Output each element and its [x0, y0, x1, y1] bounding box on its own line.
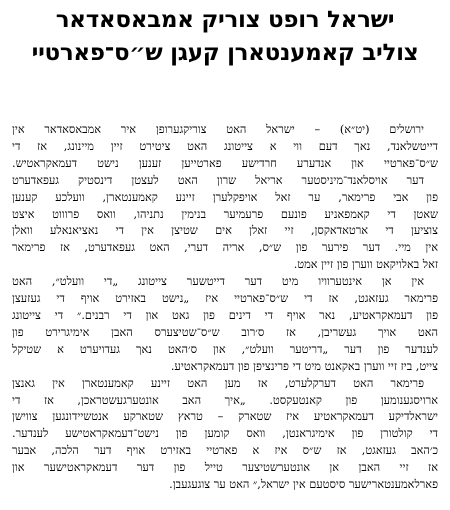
paragraph-1	[12, 122, 438, 274]
text-line: ש״ס־פארטיי און אנדערע חרדישע פארטייען זענען נישט דעמאקראטיש.	[12, 156, 438, 170]
paragraph-2	[12, 274, 438, 375]
text-line: פון אבי פרימאר, ער זאל אויפקלערן זיינע קאמענטארן, וועלכע קענען	[12, 190, 438, 204]
text-line: ירושלים (יט״א) – ישראל האט צוריקגערופן איר אמבאסאדאר אין	[12, 123, 424, 136]
text-line: פארלאמענטארישער סיסטעם אין ישראל,״ האט ער צוגעגעבן.	[169, 478, 438, 492]
text-line: צוציען די ארטאדאקסן, זיי זאלן אים שטיצן אין די נאציאנאלע וואלן	[12, 224, 438, 238]
text-line: דייטשלאנד, נאך דעם ווי א צייטונג האט ציטירט זיין מיינונג, אז די	[12, 139, 438, 153]
text-line: זאל באלויקאט ווערן פון זיין אמט.	[293, 258, 438, 272]
text-line: פרימאר געזאגט, אז די ש״ס־פארטיי איז „נישט באזירט אויף די געזעצן	[12, 292, 438, 306]
text-line: צייט, ביז זיי ווערן באקאנט מיט די פרינציפן פון דעמאקראטיע.	[170, 359, 438, 373]
text-line: האט אויך געשריבן, אז ס׳רוב ש״ס־שטיצערס האבן אימיגרירט פון	[12, 325, 438, 339]
text-line: אין אן אינטערוויו מיט דער דייטשער צייטונג „די וועלט״, האט	[12, 275, 424, 289]
headline-line-2: צוליב קאמענטארן קעגן ש״ס־פארטיי	[31, 40, 419, 66]
text-line: אין מיי. דער פירער פון ש״ס, אריה דערי, האט געפאדערט, אז פרימאר	[12, 241, 438, 255]
text-line: לענדער פון דער „דריטער וועלט״, און ס׳האט נאך געדויערט א שטיקל	[12, 342, 438, 356]
text-line: ארויסגענומען פון קאנטעקסט. „איך האב אונטערגעשטראכן, אז די	[12, 393, 438, 407]
text-line: די קולטורן פון אימיגראנטן, וואס קומען פון נישט־דעמאקראטישע לענדער.	[12, 427, 438, 441]
headline-line-1: ישראל רופט צוריק אמבאסאדאר	[55, 7, 395, 33]
headline	[12, 4, 438, 70]
text-line: דער אויסלאנד־מיניסטער אריאל שרון האט לעצטן דינסטיק געפאדערט	[12, 173, 424, 187]
text-line: כ׳האב געזאגט, אז ש״ס איז א פארטיי באזירט אויף דער הלכה, אבער	[12, 444, 438, 458]
text-line: ישראלדיקע דעמאקראטיע איז שטארק – טראץ שטארקע אנטשיידונגען צווישן	[12, 410, 438, 424]
article-body	[12, 122, 438, 494]
paragraph-3	[12, 376, 438, 494]
text-line: פרימאר האט דערקלערט, אז מען האט זיינע קאמענטארן אין גאנצן	[12, 376, 424, 390]
text-line: אז זיי האבן אן אונטערשטיצער טייל פון דער דעמאקראטישער און	[12, 461, 438, 475]
text-line: שאטן די קאמפאניע פונעם פרעמיער בנימין נתניהו, וואס פרוווט איצט	[12, 207, 438, 221]
text-line: פון דעמאקראטיע, נאר אויף די דינים פון גאט און די רבנים.״ די צייטונג	[12, 308, 438, 322]
